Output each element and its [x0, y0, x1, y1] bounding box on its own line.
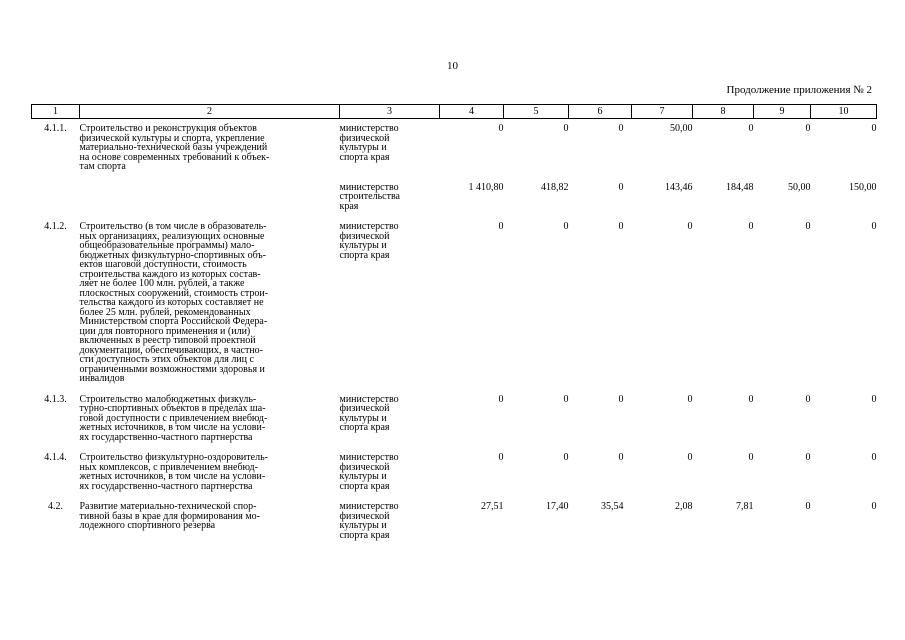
name-line: Строительство (в том числе в образователь- [79, 221, 267, 232]
column-header: 6 [569, 105, 632, 119]
value-cell-col-10: 0 [871, 393, 877, 405]
row-code: 4.1.3. [44, 393, 67, 405]
organization-line: физической [339, 461, 390, 473]
row-name [80, 390, 340, 449]
value-cell-col-7: 143,46 [665, 181, 693, 193]
name-line: жетных источников, в том числе на услови- [79, 471, 266, 482]
organization-line: министерство [339, 501, 399, 512]
organization-line: строительства [339, 191, 400, 202]
row-organization [340, 497, 440, 540]
name-line: турно-спортивных объектов в пределах ша- [79, 403, 266, 414]
column-number-row [32, 105, 877, 119]
name-line: на основе современных требований к объек- [79, 151, 270, 163]
table-row [32, 497, 877, 540]
column-header: 4 [440, 105, 504, 119]
row-code: 4.2. [48, 501, 63, 512]
name-line: более 25 млн. рублей, рекомендованных [79, 306, 251, 318]
value-cell-col-9: 0 [805, 221, 811, 232]
organization-line: спорта края [339, 480, 390, 492]
value-cell-col-7: 2,08 [675, 501, 693, 512]
value-cell-col-10: 0 [871, 501, 877, 512]
organization-line: культуры и [339, 471, 387, 482]
name-line: материально-технической базы учреждений [79, 142, 268, 153]
value-cell-col-8: 0 [748, 221, 754, 232]
row-name [80, 497, 340, 540]
value-cell-col-6: 0 [618, 452, 624, 463]
value-cell-col-6: 0 [618, 221, 624, 232]
organization-line: культуры и [339, 142, 387, 153]
organization-line: физической [339, 403, 390, 414]
organization-line: министерство [339, 393, 399, 405]
value-cell-col-9: 0 [805, 123, 811, 134]
organization-line: физической [339, 230, 390, 242]
organization-line: спорта края [339, 422, 390, 433]
name-line: тельства каждого из которых составляет не [79, 297, 264, 308]
table-row [32, 390, 877, 449]
continuation-label: Продолжение приложения № 2 [726, 84, 872, 96]
value-cell-col-9: 0 [805, 452, 811, 463]
name-line: Министерством спорта Российской Федера- [79, 316, 268, 327]
organization-line: министерство [339, 181, 399, 193]
row-organization [340, 119, 440, 178]
name-line: Строительство физкультурно-оздоровитель- [79, 452, 268, 463]
value-cell-col-8: 0 [748, 452, 754, 463]
value-cell-col-8: 7,81 [736, 501, 754, 512]
table-row [32, 448, 877, 497]
row-name [80, 119, 340, 178]
value-cell-col-9: 50,00 [788, 181, 811, 193]
value-cell-col-6: 0 [618, 393, 624, 405]
budget-table [31, 104, 877, 540]
row-organization [340, 448, 440, 497]
row-name [80, 217, 340, 390]
value-cell-col-10: 150,00 [849, 181, 877, 193]
row-code: 4.1.4. [44, 452, 67, 463]
name-line: ции для повторного применения и (или) [79, 325, 251, 337]
value-cell-col-10: 0 [871, 221, 877, 232]
organization-line: культуры и [339, 520, 387, 531]
row-organization [340, 390, 440, 449]
value-cell-col-9: 0 [805, 393, 811, 405]
column-header: 2 [80, 105, 340, 119]
name-line: документации, обеспечивающих, в частно- [79, 344, 264, 356]
value-cell-col-5: 0 [563, 393, 569, 405]
row-code: 4.1.2. [44, 221, 67, 232]
value-cell-col-4: 0 [498, 452, 504, 463]
value-cell-col-4: 1 410,80 [468, 181, 504, 193]
table-row [32, 217, 877, 390]
name-line: общеобразовательные программы) мало- [79, 240, 255, 251]
row-organization [340, 178, 440, 218]
organization-line: края [339, 200, 359, 212]
name-line: включенных в реестр типовой проектной [79, 335, 256, 346]
value-cell-col-10: 0 [871, 123, 877, 134]
organization-line: министерство [339, 452, 399, 463]
value-cell-col-8: 0 [748, 393, 754, 405]
value-cell-col-6: 0 [618, 123, 624, 134]
value-cell-col-6: 35,54 [601, 501, 624, 512]
name-line: там спорта [79, 161, 126, 172]
name-line: жетных источников, в том числе на услови- [79, 422, 266, 433]
column-header: 7 [632, 105, 693, 119]
organization-line: спорта края [339, 151, 390, 163]
organization-line: министерство [339, 123, 399, 134]
page-number: 10 [447, 60, 458, 72]
value-cell-col-8: 0 [748, 123, 754, 134]
value-cell-col-7: 50,00 [670, 123, 693, 134]
value-cell-col-4: 27,51 [481, 501, 504, 512]
name-line: ных организациях, реализующих основные [79, 230, 265, 242]
name-line: бюджетных физкультурно-спортивных объ- [79, 249, 266, 261]
organization-line: спорта края [339, 529, 390, 541]
name-line: плоскостных сооружений, стоимость строи- [79, 287, 269, 299]
name-line: тивной базы в крае для формирования мо- [79, 510, 260, 522]
name-line: физической культуры и спорта, укрепление [79, 132, 265, 144]
column-header: 8 [693, 105, 754, 119]
name-line: Развитие материально-технической спор- [79, 501, 257, 512]
row-organization [340, 217, 440, 390]
value-cell-col-6: 0 [618, 181, 624, 193]
name-line: инвалидов [79, 373, 125, 384]
name-line: ных комплексов, с привлечением внебюд- [79, 461, 258, 473]
organization-line: культуры и [339, 412, 387, 424]
organization-line: культуры и [339, 240, 387, 251]
value-cell-col-4: 0 [498, 221, 504, 232]
name-line: ях государственно-частного партнерства [79, 431, 253, 443]
column-header: 5 [504, 105, 569, 119]
value-cell-col-4: 0 [498, 393, 504, 405]
organization-line: спорта края [339, 249, 390, 261]
value-cell-col-5: 0 [563, 123, 569, 134]
row-name [80, 178, 340, 218]
value-cell-col-5: 17,40 [546, 501, 569, 512]
row-code [32, 178, 80, 218]
value-cell-col-4: 0 [498, 123, 504, 134]
name-line: ограниченными возможностями здоровья и [79, 363, 265, 375]
value-cell-col-5: 418,82 [541, 181, 569, 193]
value-cell-col-10: 0 [871, 452, 877, 463]
name-line: говой доступности с привлечением внебюд- [79, 412, 268, 424]
column-header: 3 [340, 105, 440, 119]
table-row [32, 119, 877, 178]
name-line: ектов шаговой доступности, стоимость [79, 259, 247, 270]
value-cell-col-7: 0 [687, 393, 693, 405]
name-line: Строительство малобюджетных физкуль- [79, 393, 257, 405]
organization-line: министерство [339, 221, 399, 232]
value-cell-col-9: 0 [805, 501, 811, 512]
value-cell-col-5: 0 [563, 452, 569, 463]
name-line: ляет не более 100 млн. рублей, а также [79, 278, 245, 289]
column-header: 1 [32, 105, 80, 119]
row-code: 4.1.1. [44, 123, 67, 134]
table-body [32, 119, 877, 541]
organization-line: физической [339, 132, 390, 144]
column-header: 10 [811, 105, 877, 119]
name-line: Строительство и реконструкция объектов [79, 123, 257, 134]
name-line: строительства каждого из которых состав- [79, 268, 261, 280]
row-name [80, 448, 340, 497]
organization-line: физической [339, 510, 390, 522]
column-header: 9 [754, 105, 811, 119]
value-cell-col-8: 184,48 [726, 181, 754, 193]
value-cell-col-7: 0 [687, 452, 693, 463]
table-row [32, 178, 877, 218]
name-line: сти доступность этих объектов для лиц с [79, 354, 254, 365]
name-line: ях государственно-частного партнерства [79, 480, 253, 492]
name-line: лодежного спортивного резерва [79, 520, 216, 531]
value-cell-col-7: 0 [687, 221, 693, 232]
value-cell-col-5: 0 [563, 221, 569, 232]
